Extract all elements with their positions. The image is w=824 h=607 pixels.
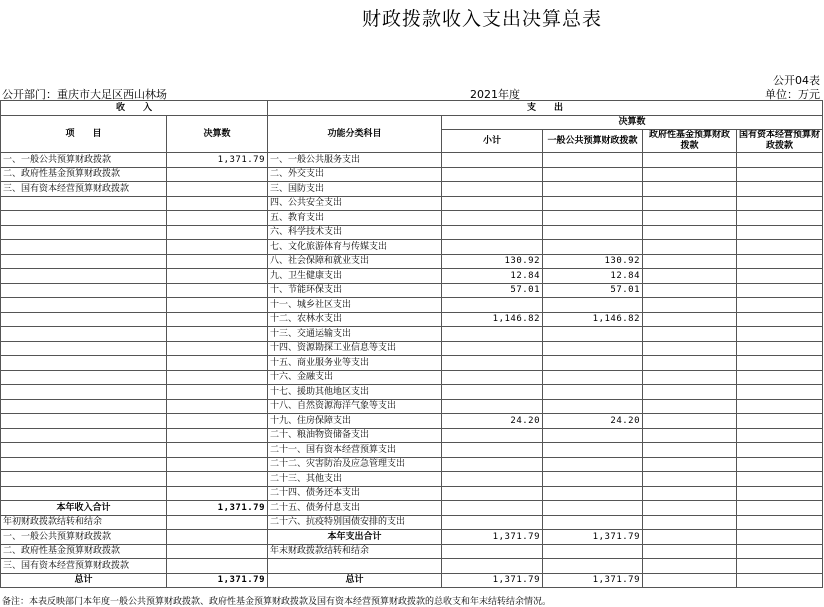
income-item-cell: 一、一般公共预算财政拨款: [1, 530, 167, 545]
general-budget-cell: 57.01: [543, 283, 643, 298]
income-item-cell: 三、国有资本经营预算财政拨款: [1, 559, 167, 574]
general-budget-cell: [543, 182, 643, 197]
income-item-cell: [1, 428, 167, 443]
table-row: [1, 530, 823, 545]
income-item-cell: [1, 356, 167, 371]
income-item-cell: [1, 240, 167, 255]
gov-fund-cell: [643, 385, 737, 400]
gov-fund-cell: [643, 530, 737, 545]
income-amount-cell: [167, 457, 268, 472]
subtotal-cell: 24.20: [442, 414, 543, 429]
state-capital-cell: [737, 385, 823, 400]
income-item-cell: 二、政府性基金预算财政拨款: [1, 544, 167, 559]
table-row: [1, 196, 823, 211]
subtotal-cell: [442, 515, 543, 530]
income-amount-cell: [167, 486, 268, 501]
department-label: 公开部门：重庆市大足区西山林场: [2, 88, 167, 101]
general-budget-cell: [543, 501, 643, 516]
gov-fund-cell: [643, 370, 737, 385]
gov-fund-cell: [643, 196, 737, 211]
state-capital-cell: [737, 472, 823, 487]
table-row: [1, 428, 823, 443]
subtotal-cell: [442, 182, 543, 197]
expense-item-cell: 十五、商业服务业等支出: [268, 356, 442, 371]
income-amount-cell: [167, 530, 268, 545]
gov-fund-cell: [643, 283, 737, 298]
gov-fund-cell: [643, 414, 737, 429]
subtotal-cell: 57.01: [442, 283, 543, 298]
table-row: [1, 457, 823, 472]
expense-item-cell: 八、社会保障和就业支出: [268, 254, 442, 269]
item-column-header: 项 目: [1, 115, 167, 153]
expense-item-cell: 十七、援助其他地区支出: [268, 385, 442, 400]
gov-fund-cell: [643, 327, 737, 342]
expense-item-cell: 二十一、国有资本经营预算支出: [268, 443, 442, 458]
gov-fund-cell: [643, 457, 737, 472]
income-amount-cell: [167, 283, 268, 298]
state-capital-cell: [737, 356, 823, 371]
income-item-cell: [1, 385, 167, 400]
gov-fund-cell: [643, 153, 737, 168]
budget-table: [0, 100, 823, 588]
table-row: [1, 544, 823, 559]
gov-fund-cell: [643, 428, 737, 443]
subtotal-cell: 1,146.82: [442, 312, 543, 327]
state-capital-cell: [737, 559, 823, 574]
table-row: [1, 515, 823, 530]
subtotal-cell: [442, 240, 543, 255]
income-amount-cell: [167, 182, 268, 197]
subtotal-cell: [442, 196, 543, 211]
gov-fund-cell: [643, 298, 737, 313]
expense-item-cell: 十二、农林水支出: [268, 312, 442, 327]
subtotal-cell: [442, 544, 543, 559]
income-amount-cell: 1,371.79: [167, 573, 268, 588]
income-amount-cell: [167, 240, 268, 255]
gov-fund-cell: [643, 356, 737, 371]
gov-fund-cell: [643, 182, 737, 197]
state-capital-cell: [737, 341, 823, 356]
income-amount-cell: [167, 312, 268, 327]
expense-item-cell: 五、教育支出: [268, 211, 442, 226]
subtotal-cell: [442, 167, 543, 182]
general-budget-cell: [543, 385, 643, 400]
state-capital-cell: [737, 225, 823, 240]
expense-item-cell: 三、国防支出: [268, 182, 442, 197]
subtotal-cell: [442, 428, 543, 443]
general-budget-cell: [543, 240, 643, 255]
state-capital-column-header: 国有资本经营预算财政拨款: [737, 130, 823, 153]
income-amount-cell: [167, 544, 268, 559]
table-row: [1, 443, 823, 458]
income-item-cell: [1, 196, 167, 211]
expense-item-cell: 六、科学技术支出: [268, 225, 442, 240]
income-item-cell: 本年收入合计: [1, 501, 167, 516]
subtotal-cell: [442, 501, 543, 516]
table-row: [1, 472, 823, 487]
income-amount-cell: [167, 196, 268, 211]
subtotal-cell: [442, 486, 543, 501]
income-amount-cell: [167, 472, 268, 487]
table-row: [1, 356, 823, 371]
general-budget-cell: [543, 167, 643, 182]
table-row: [1, 167, 823, 182]
state-capital-cell: [737, 573, 823, 588]
subtotal-cell: [442, 211, 543, 226]
state-capital-cell: [737, 544, 823, 559]
table-row: [1, 269, 823, 284]
expense-item-cell: 本年支出合计: [268, 530, 442, 545]
gov-fund-cell: [643, 559, 737, 574]
general-budget-cell: 24.20: [543, 414, 643, 429]
income-amount-cell: [167, 225, 268, 240]
subtotal-cell: [442, 356, 543, 371]
gov-fund-cell: [643, 573, 737, 588]
general-budget-cell: [543, 341, 643, 356]
income-amount-cell: [167, 298, 268, 313]
subtotal-cell: [442, 327, 543, 342]
state-capital-cell: [737, 211, 823, 226]
income-amount-cell: [167, 269, 268, 284]
state-capital-cell: [737, 414, 823, 429]
final-amount-header: 决算数: [442, 115, 823, 130]
table-row: [1, 254, 823, 269]
table-row: [1, 240, 823, 255]
income-item-cell: [1, 269, 167, 284]
subtotal-cell: [442, 385, 543, 400]
function-class-column-header: 功能分类科目: [268, 115, 442, 153]
table-row: [1, 385, 823, 400]
income-item-cell: [1, 254, 167, 269]
table-row: [1, 370, 823, 385]
expense-header: 支 出: [268, 101, 823, 116]
state-capital-cell: [737, 298, 823, 313]
general-budget-cell: [543, 298, 643, 313]
gov-fund-cell: [643, 544, 737, 559]
table-row: [1, 414, 823, 429]
state-capital-cell: [737, 167, 823, 182]
expense-item-cell: 二十六、抗疫特别国债安排的支出: [268, 515, 442, 530]
subtotal-column-header: 小计: [442, 130, 543, 153]
expense-item-cell: 二十、粮油物资储备支出: [268, 428, 442, 443]
income-amount-cell: [167, 428, 268, 443]
table-row: [1, 283, 823, 298]
gov-fund-cell: [643, 399, 737, 414]
gov-fund-column-header: 政府性基金预算财政拨款: [643, 130, 737, 153]
table-row: [1, 225, 823, 240]
general-budget-cell: [543, 515, 643, 530]
gov-fund-cell: [643, 443, 737, 458]
income-item-cell: 一、一般公共预算财政拨款: [1, 153, 167, 168]
expense-item-cell: 二十四、债务还本支出: [268, 486, 442, 501]
general-budget-cell: [543, 356, 643, 371]
subtotal-cell: [442, 443, 543, 458]
expense-item-cell: 十六、金融支出: [268, 370, 442, 385]
gov-fund-cell: [643, 486, 737, 501]
subtotal-cell: [442, 559, 543, 574]
income-item-cell: [1, 327, 167, 342]
expense-item-cell: 十三、交通运输支出: [268, 327, 442, 342]
income-item-cell: [1, 399, 167, 414]
expense-item-cell: 二十三、其他支出: [268, 472, 442, 487]
gov-fund-cell: [643, 211, 737, 226]
general-budget-cell: [543, 399, 643, 414]
state-capital-cell: [737, 399, 823, 414]
table-row: [1, 211, 823, 226]
income-amount-cell: [167, 559, 268, 574]
income-item-cell: [1, 472, 167, 487]
subtotal-cell: 130.92: [442, 254, 543, 269]
state-capital-cell: [737, 153, 823, 168]
state-capital-cell: [737, 457, 823, 472]
income-item-cell: [1, 457, 167, 472]
income-item-cell: [1, 298, 167, 313]
income-amount-cell: [167, 385, 268, 400]
state-capital-cell: [737, 370, 823, 385]
subtotal-cell: 12.84: [442, 269, 543, 284]
table-row: [1, 559, 823, 574]
expense-item-cell: 四、公共安全支出: [268, 196, 442, 211]
general-budget-cell: 1,146.82: [543, 312, 643, 327]
general-budget-cell: [543, 211, 643, 226]
expense-item-cell: 二十五、债务付息支出: [268, 501, 442, 516]
state-capital-cell: [737, 283, 823, 298]
income-item-cell: 总计: [1, 573, 167, 588]
expense-item-cell: 一、一般公共服务支出: [268, 153, 442, 168]
subtotal-cell: [442, 370, 543, 385]
subtotal-cell: 1,371.79: [442, 573, 543, 588]
table-row: [1, 312, 823, 327]
income-item-cell: [1, 225, 167, 240]
expense-item-cell: 年末财政拨款结转和结余: [268, 544, 442, 559]
amount-column-header: 决算数: [167, 115, 268, 153]
state-capital-cell: [737, 196, 823, 211]
subtotal-cell: 1,371.79: [442, 530, 543, 545]
general-budget-cell: [543, 428, 643, 443]
table-row: [1, 182, 823, 197]
income-amount-cell: [167, 515, 268, 530]
state-capital-cell: [737, 501, 823, 516]
expense-item-cell: 二十二、灾害防治及应急管理支出: [268, 457, 442, 472]
income-item-cell: 三、国有资本经营预算财政拨款: [1, 182, 167, 197]
expense-item-cell: 十八、自然资源海洋气象等支出: [268, 399, 442, 414]
income-item-cell: [1, 443, 167, 458]
income-item-cell: [1, 211, 167, 226]
state-capital-cell: [737, 530, 823, 545]
income-amount-cell: [167, 356, 268, 371]
general-budget-cell: [543, 457, 643, 472]
expense-item-cell: 总计: [268, 573, 442, 588]
general-budget-cell: 1,371.79: [543, 573, 643, 588]
expense-item-cell: 十四、资源勘探工业信息等支出: [268, 341, 442, 356]
general-budget-cell: [543, 153, 643, 168]
table-row: [1, 341, 823, 356]
gov-fund-cell: [643, 167, 737, 182]
table-row: [1, 298, 823, 313]
table-row: [1, 501, 823, 516]
subtotal-cell: [442, 472, 543, 487]
gov-fund-cell: [643, 312, 737, 327]
general-budget-cell: 130.92: [543, 254, 643, 269]
fiscal-year: 2021年度: [470, 88, 520, 101]
income-amount-cell: [167, 327, 268, 342]
subtotal-cell: [442, 153, 543, 168]
general-budget-cell: [543, 196, 643, 211]
income-amount-cell: [167, 370, 268, 385]
expense-item-cell: [268, 559, 442, 574]
income-item-cell: [1, 414, 167, 429]
table-row: [1, 573, 823, 588]
general-budget-cell: [543, 544, 643, 559]
income-item-cell: 二、政府性基金预算财政拨款: [1, 167, 167, 182]
gov-fund-cell: [643, 269, 737, 284]
expense-item-cell: 十一、城乡社区支出: [268, 298, 442, 313]
income-item-cell: [1, 312, 167, 327]
general-budget-column-header: 一般公共预算财政拨款: [543, 130, 643, 153]
general-budget-cell: [543, 327, 643, 342]
state-capital-cell: [737, 312, 823, 327]
expense-item-cell: 二、外交支出: [268, 167, 442, 182]
general-budget-cell: [543, 486, 643, 501]
general-budget-cell: [543, 370, 643, 385]
income-amount-cell: [167, 341, 268, 356]
income-amount-cell: [167, 167, 268, 182]
state-capital-cell: [737, 254, 823, 269]
state-capital-cell: [737, 182, 823, 197]
expense-item-cell: 十九、住房保障支出: [268, 414, 442, 429]
state-capital-cell: [737, 269, 823, 284]
state-capital-cell: [737, 486, 823, 501]
income-amount-cell: 1,371.79: [167, 153, 268, 168]
footer-note: 备注：本表反映部门本年度一般公共预算财政拨款、政府性基金预算财政拨款及国有资本经营预算财政拨款的总收支和年末结转结余情况。: [2, 597, 552, 607]
income-amount-cell: [167, 254, 268, 269]
income-amount-cell: 1,371.79: [167, 501, 268, 516]
gov-fund-cell: [643, 225, 737, 240]
state-capital-cell: [737, 327, 823, 342]
expense-item-cell: 七、文化旅游体育与传媒支出: [268, 240, 442, 255]
income-item-cell: 年初财政拨款结转和结余: [1, 515, 167, 530]
gov-fund-cell: [643, 341, 737, 356]
expense-item-cell: 九、卫生健康支出: [268, 269, 442, 284]
subtotal-cell: [442, 225, 543, 240]
income-item-cell: [1, 283, 167, 298]
subtotal-cell: [442, 457, 543, 472]
table-code: 公开04表: [773, 74, 820, 87]
table-row: [1, 327, 823, 342]
subtotal-cell: [442, 298, 543, 313]
expense-item-cell: 十、节能环保支出: [268, 283, 442, 298]
state-capital-cell: [737, 428, 823, 443]
gov-fund-cell: [643, 240, 737, 255]
general-budget-cell: 12.84: [543, 269, 643, 284]
state-capital-cell: [737, 240, 823, 255]
state-capital-cell: [737, 443, 823, 458]
general-budget-cell: [543, 472, 643, 487]
income-item-cell: [1, 486, 167, 501]
income-amount-cell: [167, 211, 268, 226]
gov-fund-cell: [643, 501, 737, 516]
state-capital-cell: [737, 515, 823, 530]
income-amount-cell: [167, 399, 268, 414]
general-budget-cell: [543, 225, 643, 240]
income-item-cell: [1, 370, 167, 385]
income-header: 收 入: [1, 101, 268, 116]
income-amount-cell: [167, 414, 268, 429]
income-item-cell: [1, 341, 167, 356]
table-row: [1, 399, 823, 414]
subtotal-cell: [442, 399, 543, 414]
general-budget-cell: [543, 559, 643, 574]
subtotal-cell: [442, 341, 543, 356]
general-budget-cell: 1,371.79: [543, 530, 643, 545]
table-row: [1, 153, 823, 168]
table-row: [1, 486, 823, 501]
unit-label: 单位：万元: [765, 88, 820, 101]
gov-fund-cell: [643, 515, 737, 530]
gov-fund-cell: [643, 254, 737, 269]
gov-fund-cell: [643, 472, 737, 487]
report-title: 财政拨款收入支出决算总表: [361, 8, 602, 30]
income-amount-cell: [167, 443, 268, 458]
general-budget-cell: [543, 443, 643, 458]
